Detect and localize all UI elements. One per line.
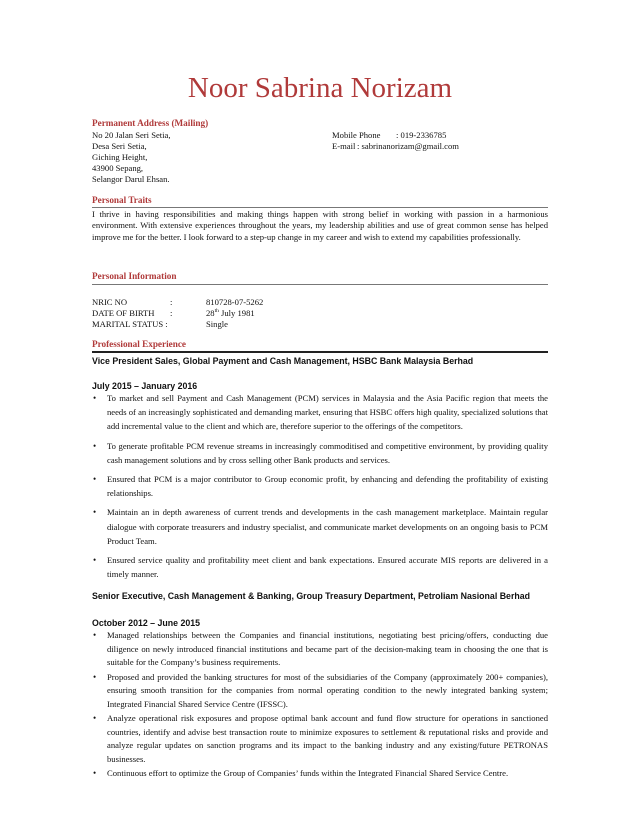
- list-item: [92, 472, 548, 500]
- mobile-value: : 019-2336785: [396, 130, 447, 140]
- job-period: July 2015 – January 2016: [92, 381, 198, 391]
- nric-value: 810728-07-5262: [206, 297, 264, 307]
- job-duties-list: [92, 391, 548, 586]
- address-line: No 20 Jalan Seri Setia,: [92, 130, 171, 140]
- traits-heading: Personal Traits: [92, 195, 152, 205]
- bullet-icon: •: [93, 440, 97, 451]
- experience-heading: Professional Experience: [92, 339, 186, 349]
- list-item: [92, 671, 548, 712]
- list-item: [92, 629, 548, 670]
- nric-colon: :: [170, 297, 173, 307]
- bullet-icon: •: [93, 393, 97, 403]
- email-label: E-mail: [332, 141, 356, 151]
- address-heading: Permanent Address (Mailing): [92, 118, 209, 128]
- bullet-icon: •: [93, 474, 97, 485]
- marital-label: MARITAL STATUS :: [92, 319, 168, 329]
- bullet-icon: •: [93, 768, 97, 778]
- job-duties-list: [92, 629, 548, 782]
- dob-label: DATE OF BIRTH: [92, 308, 155, 318]
- bullet-icon: •: [93, 555, 97, 566]
- section-divider: [92, 284, 548, 285]
- nric-label: NRIC NO: [92, 297, 128, 307]
- email-value: : sabrinanorizam@gmail.com: [357, 141, 459, 151]
- bullet-text: Analyze operational risk exposures and propose optimal bank account and fund flow structure for operations in sanctioned countries, identify and advise best transaction route to minimize exposures to settlement & reputational risks and provide and analyze regular updates on sanction programs and its impact to the banking industry and any existing/future PETRONAS businesses.: [107, 713, 548, 764]
- dob-suffix: th: [214, 308, 219, 315]
- dob-colon: :: [170, 308, 173, 318]
- section-divider: [92, 207, 548, 208]
- traits-text: I thrive in having responsibilities and making things happen with strong belief in working with passion in a harmonious environment. With extensive experiences throughout the years, my leadership abilities and use of great common sense has helped improve me for the better. I look forward to a step-up change in my career and wish to extend my capabilities professionally.: [92, 209, 548, 242]
- bullet-icon: •: [93, 671, 97, 682]
- bullet-text: Continuous effort to optimize the Group of Companies’ funds within the Integrated Financial Shared Service Centre.: [107, 768, 509, 778]
- list-item: [92, 712, 548, 766]
- bullet-icon: •: [93, 507, 97, 518]
- candidate-name: Noor Sabrina Norizam: [187, 72, 453, 104]
- marital-value: Single: [206, 319, 228, 329]
- job-period: October 2012 – June 2015: [92, 618, 201, 628]
- bullet-text: Maintain an in depth awareness of current trends and developments in the cash management marketplace. Maintain regular dialogue with corporate treasurers and industry specialist, and communicate market developments on an ongoing basis to PCM Product Team.: [107, 507, 548, 546]
- info-heading: Personal Information: [92, 271, 177, 281]
- mobile-label: Mobile Phone: [332, 130, 381, 140]
- bullet-text: Proposed and provided the banking structures for most of the subsidiaries of the Company (approximately 200+ companies), ensuring smooth transition for the companies from normal operating condition to the newly integrated banking system; Integrated Financial Shared Service Centre (IFSSC).: [107, 671, 548, 709]
- bullet-text: To market and sell Payment and Cash Management (PCM) services in Malaysia and the Asia Pacific region that meets the needs of an increasingly sophisticated and demanding market, ensuring that HSBC offers high quality, specialized solutions that add incremental value to the client and which are, therefore superior to the offerings of the competitors.: [107, 393, 548, 432]
- list-item: [92, 391, 548, 434]
- job-title: Vice President Sales, Global Payment and Cash Management, HSBC Bank Malaysia Berhad: [92, 356, 474, 366]
- bullet-icon: •: [93, 713, 97, 723]
- address-line: Selangor Darul Ehsan.: [92, 174, 170, 184]
- list-item: [92, 767, 548, 781]
- address-line: Giching Height,: [92, 152, 148, 162]
- list-item: [92, 553, 548, 581]
- dob-value: [206, 308, 255, 319]
- bullet-text: Ensured service quality and profitability meet client and bank expectations. Ensured accurate MIS reports are delivered in a timely manner.: [107, 555, 548, 580]
- dob-rest: July 1981: [218, 308, 255, 318]
- list-item: [92, 505, 548, 548]
- list-item: [92, 439, 548, 467]
- dob-day: 28: [206, 308, 215, 318]
- job-title: Senior Executive, Cash Management & Banking, Group Treasury Department, Petroliam Nasional Berhad: [92, 591, 531, 601]
- address-line: Desa Seri Setia,: [92, 141, 147, 151]
- address-line: 43900 Sepang,: [92, 163, 144, 173]
- section-divider: [92, 351, 548, 353]
- bullet-text: Ensured that PCM is a major contributor to Group economic profit, by enhancing and defending the profitability of existing relationships.: [107, 474, 548, 499]
- bullet-text: Managed relationships between the Companies and financial institutions, negotiating best pricing/offers, conducting due diligence on newly introduced financial institutions and became part of the decision-making team in choosing the one that is suitable for the Company’s business requirements.: [107, 630, 548, 667]
- bullet-text: To generate profitable PCM revenue streams in increasingly commoditised and competitive environment, by providing quality cash management solutions and by cross selling other Bank products and services.: [107, 440, 548, 465]
- bullet-icon: •: [93, 630, 97, 640]
